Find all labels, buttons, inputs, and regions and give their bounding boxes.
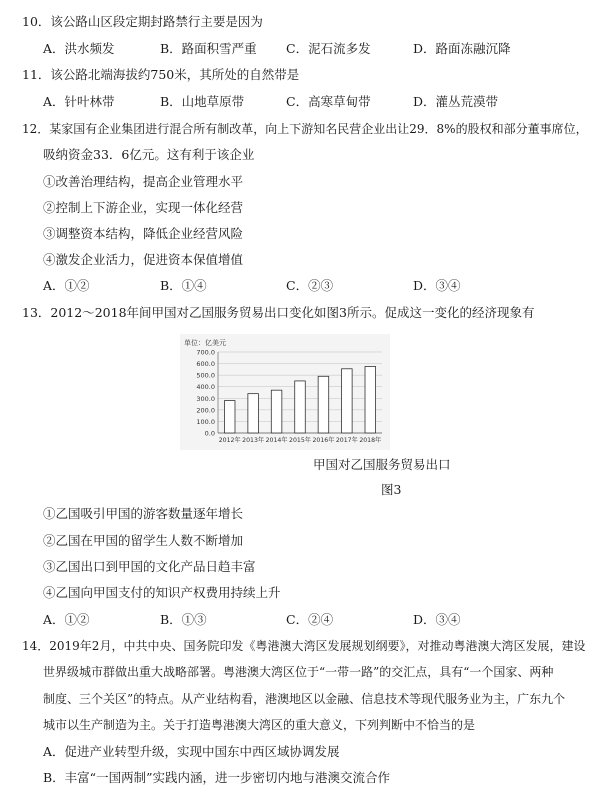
chart-unit-label: 单位：亿美元	[184, 339, 226, 347]
x-tick-label: 2016年	[312, 437, 335, 444]
q14-stem-line3: 制度、三个关区”的特点。从产业结构看，港澳地区以金融、信息技术等现代服务业为主，广东九个	[43, 692, 566, 706]
q12-item-3: ③调整资本结构，降低企业经营风险	[43, 226, 244, 241]
x-tick-label: 2017年	[335, 437, 358, 444]
y-tick-label: 0.0	[204, 429, 215, 438]
q11-option-c: C．高寒草甸带	[286, 94, 371, 109]
q13-option-d: D．③④	[413, 612, 461, 627]
q13-item-4: ④乙国向甲国支付的知识产权费用持续上升	[43, 585, 281, 600]
q10-stem: 10．该公路山区段定期封路禁行主要是因为	[22, 14, 263, 29]
q10-option-d: D．路面冻融沉降	[413, 41, 511, 56]
y-tick-label: 400.0	[196, 383, 215, 392]
q11-option-a: A．针叶林带	[43, 94, 115, 109]
bar	[271, 390, 282, 433]
q11-stem: 11．该公路北端海拔约750米，其所处的自然带是	[22, 67, 300, 82]
x-tick-label: 2014年	[265, 437, 288, 444]
q10-option-a: A．洪水频发	[43, 41, 115, 56]
q10-option-c: C．泥石流多发	[286, 41, 371, 56]
service-export-bar-chart	[180, 334, 390, 450]
q12-option-b: B．①④	[160, 278, 207, 293]
q11-option-b: B．山地草原带	[160, 94, 245, 109]
y-tick-label: 200.0	[196, 406, 215, 415]
x-tick-label: 2013年	[242, 437, 265, 444]
q12-item-1: ①改善治理结构，提高企业管理水平	[43, 174, 244, 189]
bar	[342, 369, 353, 433]
q13-stem: 13．2012～2018年间甲国对乙国服务贸易出口变化如图3所示。促成这一变化的经济现象有	[22, 305, 535, 320]
q13-option-c: C．②④	[286, 612, 334, 627]
q12-item-4: ④激发企业活力，促进资本保值增值	[43, 252, 244, 267]
q14-stem-line2: 世界级城市群做出重大战略部署。粤港澳大湾区位于“一带一路”的交汇点，具有“一个国家、两种	[43, 665, 554, 679]
q12-stem-line1: 12．某家国有企业集团进行混合所有制改革，向上下游知名民营企业出让29．8%的股权和部分董事席位，	[22, 122, 588, 136]
q12-stem-line2: 吸纳资金33．6亿元。这有利于该企业	[43, 147, 255, 162]
y-tick-label: 700.0	[196, 348, 215, 357]
bar	[318, 376, 329, 433]
q14-stem-line1: 14．2019年2月，中共中央、国务院印发《粤港澳大湾区发展规划纲要》，对推动粤港澳大湾区发展，建设	[22, 639, 586, 653]
q13-item-3: ③乙国出口到甲国的文化产品日趋丰富	[43, 559, 256, 574]
bar	[295, 381, 306, 433]
q13-item-1: ①乙国吸引甲国的游客数量逐年增长	[43, 506, 244, 521]
q10-option-b: B．路面积雪严重	[160, 41, 257, 56]
x-tick-label: 2015年	[289, 437, 311, 444]
figure-title: 甲国对乙国服务贸易出口	[313, 457, 451, 472]
bar	[365, 366, 376, 433]
q14-stem-line4: 城市以生产制造为主。关于打造粤港澳大湾区的重大意义，下列判断中不恰当的是	[43, 718, 476, 732]
q14-option-b: B．丰富“一国两制”实践内涵，进一步密切内地与港澳交流合作	[43, 770, 390, 785]
q13-option-a: A．①②	[43, 612, 90, 627]
q12-item-2: ②控制上下游企业，实现一体化经营	[43, 200, 244, 215]
y-tick-label: 600.0	[196, 360, 215, 369]
q13-item-2: ②乙国在甲国的留学生人数不断增加	[43, 533, 244, 548]
y-tick-label: 300.0	[196, 394, 215, 403]
q12-option-a: A．①②	[43, 278, 90, 293]
bar	[248, 394, 259, 433]
figure-label: 图3	[381, 482, 402, 497]
q11-option-d: D．灌丛荒漠带	[413, 94, 499, 109]
x-tick-label: 2018年	[359, 437, 382, 444]
q12-option-d: D．③④	[413, 278, 461, 293]
q12-option-c: C．②③	[286, 278, 334, 293]
y-tick-label: 100.0	[196, 417, 215, 426]
q13-option-b: B．①③	[160, 612, 207, 627]
q14-option-a: A．促进产业转型升级，实现中国东中西区域协调发展	[43, 744, 340, 759]
bar	[224, 401, 235, 433]
y-tick-label: 500.0	[196, 371, 215, 380]
x-tick-label: 2012年	[218, 437, 241, 444]
